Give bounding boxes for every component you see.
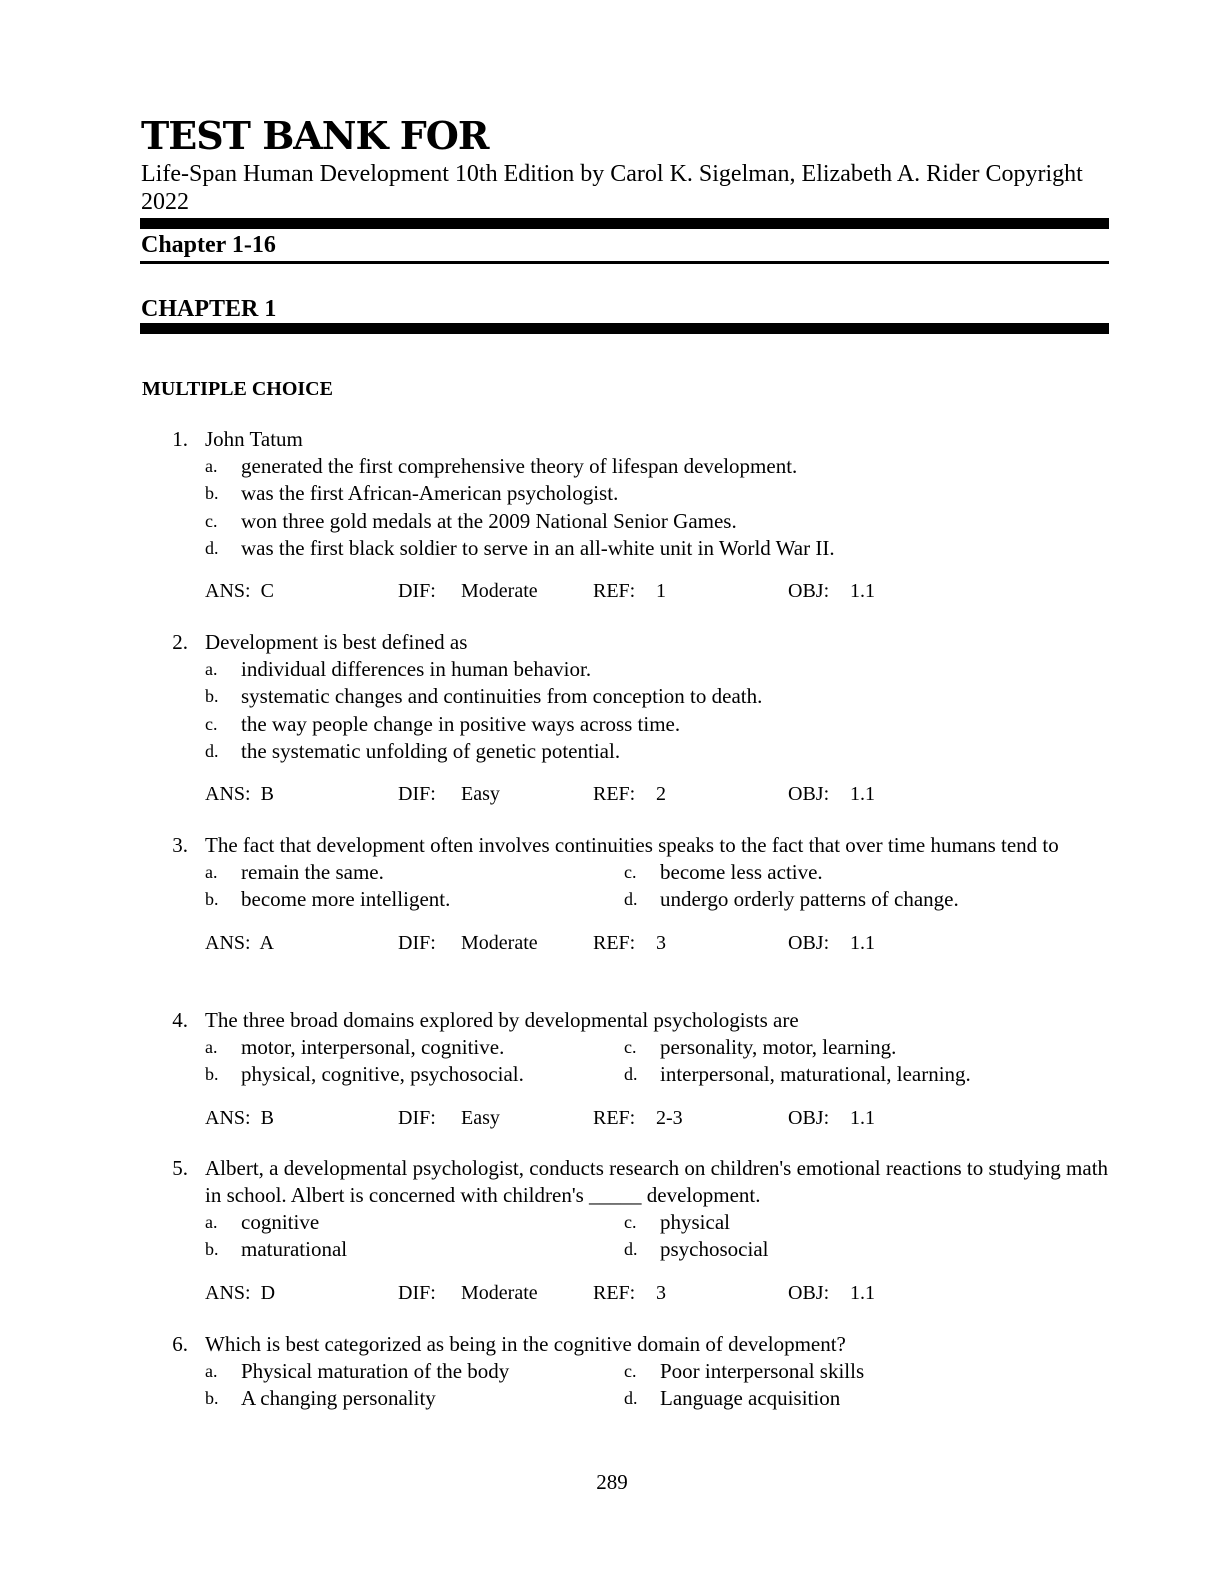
choice-letter: b. [205, 483, 219, 504]
reference-label: REF: [593, 931, 636, 954]
choice-b [205, 886, 624, 913]
choice-letter: a. [205, 862, 218, 882]
difficulty-label: DIF: [398, 1106, 436, 1129]
answer-label: ANS: B [205, 1106, 274, 1129]
question-number: 4. [172, 1008, 188, 1032]
choice-a [205, 1358, 624, 1385]
choice-letter: b. [205, 1064, 219, 1085]
question-text: John Tatum [205, 427, 303, 451]
chapter-heading: CHAPTER 1 [141, 296, 277, 322]
choice-letter: c. [624, 1037, 637, 1057]
reference-label: REF: [593, 1281, 636, 1304]
question-1 [160, 426, 1110, 604]
question-stem [160, 629, 1110, 656]
choice-letter: a. [205, 456, 218, 476]
choice-b [205, 480, 1110, 507]
difficulty-value: Moderate [461, 1281, 538, 1304]
objective-label: OBJ: [788, 1106, 830, 1129]
choice-c [205, 508, 1110, 535]
difficulty-label: DIF: [398, 931, 436, 954]
choice-text: systematic changes and continuities from conception to death. [241, 684, 763, 709]
choice-grid [160, 1358, 1110, 1413]
reference-value: 3 [656, 931, 666, 954]
reference-label: REF: [593, 580, 636, 603]
choice-d [624, 1236, 1104, 1263]
choice-text: interpersonal, maturational, learning. [660, 1062, 971, 1087]
question-stem [160, 1331, 1110, 1358]
question-text: Development is best defined as [205, 630, 468, 654]
question-number: 5. [172, 1156, 188, 1180]
objective-value: 1.1 [850, 1106, 875, 1129]
page-number: 289 [596, 1470, 628, 1494]
difficulty-value: Moderate [461, 931, 538, 954]
objective-value: 1.1 [850, 1281, 875, 1304]
choice-text: physical, cognitive, psychosocial. [241, 1062, 524, 1087]
choice-text: maturational [241, 1237, 348, 1262]
choice-letter: c. [205, 713, 218, 734]
reference-value: 2-3 [656, 1106, 683, 1129]
choice-letter: b. [205, 889, 219, 910]
choice-a [205, 656, 1110, 683]
heavy-rule-chapter [140, 323, 1109, 334]
choice-text: generated the first comprehensive theory of lifespan development. [241, 454, 798, 478]
choice-text: cognitive [241, 1210, 320, 1234]
difficulty-label: DIF: [398, 783, 436, 806]
choice-text: A changing personality [241, 1386, 436, 1411]
choice-b [205, 683, 1110, 710]
answer-metadata [160, 578, 1110, 604]
question-text: Which is best categorized as being in the cognitive domain of development? [205, 1332, 846, 1356]
choice-letter: c. [624, 862, 637, 882]
objective-label: OBJ: [788, 783, 830, 806]
reference-value: 3 [656, 1281, 666, 1304]
choice-grid [160, 859, 1110, 914]
choice-text: the systematic unfolding of genetic potential. [241, 738, 621, 763]
choice-letter: d. [624, 1064, 638, 1085]
choice-c [205, 711, 1110, 738]
choice-a [205, 859, 624, 886]
choice-text: undergo orderly patterns of change. [660, 887, 959, 912]
document-title: TEST BANK FOR [141, 113, 489, 158]
choice-text: personality, motor, learning. [660, 1035, 897, 1059]
choice-a [205, 1034, 624, 1061]
objective-label: OBJ: [788, 1281, 830, 1304]
choice-d [205, 738, 1110, 765]
choice-list [160, 453, 1110, 562]
difficulty-value: Easy [461, 783, 500, 806]
objective-value: 1.1 [850, 783, 875, 806]
choice-letter: b. [205, 686, 219, 707]
choice-letter: c. [624, 1361, 637, 1381]
choice-letter: c. [624, 1212, 637, 1232]
choice-letter: a. [205, 1037, 218, 1057]
choice-letter: d. [624, 889, 638, 910]
choice-c [624, 1209, 1104, 1236]
answer-value: A [259, 931, 274, 954]
answer-metadata [160, 1280, 1110, 1306]
objective-label: OBJ: [788, 931, 830, 954]
answer-label: ANS: D [205, 1281, 276, 1304]
thin-rule [140, 261, 1109, 264]
choice-a [205, 453, 1110, 480]
choice-c [624, 859, 1104, 886]
choice-text: individual differences in human behavior. [241, 657, 592, 681]
chapter-range: Chapter 1-16 [141, 232, 276, 258]
choice-a [205, 1209, 624, 1236]
answer-metadata [160, 1105, 1110, 1131]
question-stem [160, 1155, 1110, 1209]
question-number: 6. [172, 1332, 188, 1356]
answer-value: B [260, 783, 274, 806]
difficulty-label: DIF: [398, 580, 436, 603]
objective-value: 1.1 [850, 931, 875, 954]
question-stem [160, 426, 1110, 453]
question-text: The three broad domains explored by developmental psychologists are [205, 1008, 799, 1032]
answer-value: C [260, 580, 274, 603]
question-stem [160, 1007, 1110, 1034]
section-heading: MULTIPLE CHOICE [142, 378, 333, 400]
question-stem [160, 832, 1110, 859]
answer-value: D [260, 1281, 276, 1304]
reference-value: 2 [656, 783, 666, 806]
choice-text: Physical maturation of the body [241, 1359, 510, 1383]
choice-text: won three gold medals at the 2009 National Senior Games. [241, 508, 737, 533]
choice-d [624, 1385, 1104, 1412]
answer-metadata [160, 930, 1110, 956]
answer-metadata [160, 781, 1110, 807]
choice-letter: d. [205, 537, 219, 558]
choice-letter: a. [205, 1361, 218, 1381]
choice-d [624, 886, 1104, 913]
choice-b [205, 1061, 624, 1088]
choice-text: motor, interpersonal, cognitive. [241, 1035, 505, 1059]
choice-letter: b. [205, 1388, 219, 1409]
choice-text: psychosocial [660, 1237, 769, 1262]
choice-grid [160, 1209, 1110, 1264]
choice-letter: a. [205, 1212, 218, 1232]
question-6 [160, 1331, 1110, 1413]
choice-grid [160, 1034, 1110, 1089]
choice-c [624, 1034, 1104, 1061]
choice-letter: d. [624, 1239, 638, 1260]
difficulty-label: DIF: [398, 1281, 436, 1304]
question-text: Albert, a developmental psychologist, conducts research on children's emotional reactions to studying math in school. Albert is concerned with children's _____ development. [205, 1156, 1109, 1207]
choice-b [205, 1385, 624, 1412]
answer-label: ANS: C [205, 580, 274, 603]
choice-text: become less active. [660, 860, 823, 884]
choice-text: the way people change in positive ways across time. [241, 711, 681, 736]
answer-label: ANS: A [205, 931, 274, 954]
document-subtitle: Life-Span Human Development 10th Edition by Carol K. Sigelman, Elizabeth A. Rider Copyright 2022 [141, 161, 1083, 215]
choice-letter: c. [205, 510, 218, 531]
reference-label: REF: [593, 1106, 636, 1129]
answer-value: B [260, 1106, 274, 1129]
choice-letter: d. [205, 740, 219, 761]
objective-value: 1.1 [850, 580, 875, 603]
answer-label: ANS: B [205, 783, 274, 806]
question-text: The fact that development often involves continuities speaks to the fact that over time humans tend to [205, 833, 1059, 857]
question-number: 3. [172, 833, 188, 857]
question-number: 1. [172, 427, 188, 451]
difficulty-value: Easy [461, 1106, 500, 1129]
choice-text: remain the same. [241, 860, 384, 884]
choice-text: Language acquisition [660, 1386, 841, 1411]
objective-label: OBJ: [788, 580, 830, 603]
question-3 [160, 832, 1110, 956]
question-number: 2. [172, 630, 188, 654]
choice-list [160, 656, 1110, 765]
reference-value: 1 [656, 580, 666, 603]
choice-text: was the first African-American psychologist. [241, 481, 619, 506]
choice-letter: a. [205, 659, 218, 679]
question-5 [160, 1155, 1110, 1306]
reference-label: REF: [593, 783, 636, 806]
question-2 [160, 629, 1110, 807]
choice-text: become more intelligent. [241, 887, 451, 912]
question-4 [160, 1007, 1110, 1131]
choice-c [624, 1358, 1104, 1385]
choice-text: was the first black soldier to serve in an all-white unit in World War II. [241, 535, 835, 560]
choice-d [624, 1061, 1104, 1088]
choice-letter: b. [205, 1239, 219, 1260]
difficulty-value: Moderate [461, 580, 538, 603]
choice-text: physical [660, 1210, 730, 1234]
choice-letter: d. [624, 1388, 638, 1409]
choice-d [205, 535, 1110, 562]
choice-b [205, 1236, 624, 1263]
choice-text: Poor interpersonal skills [660, 1359, 865, 1383]
heavy-rule-top [140, 218, 1109, 229]
